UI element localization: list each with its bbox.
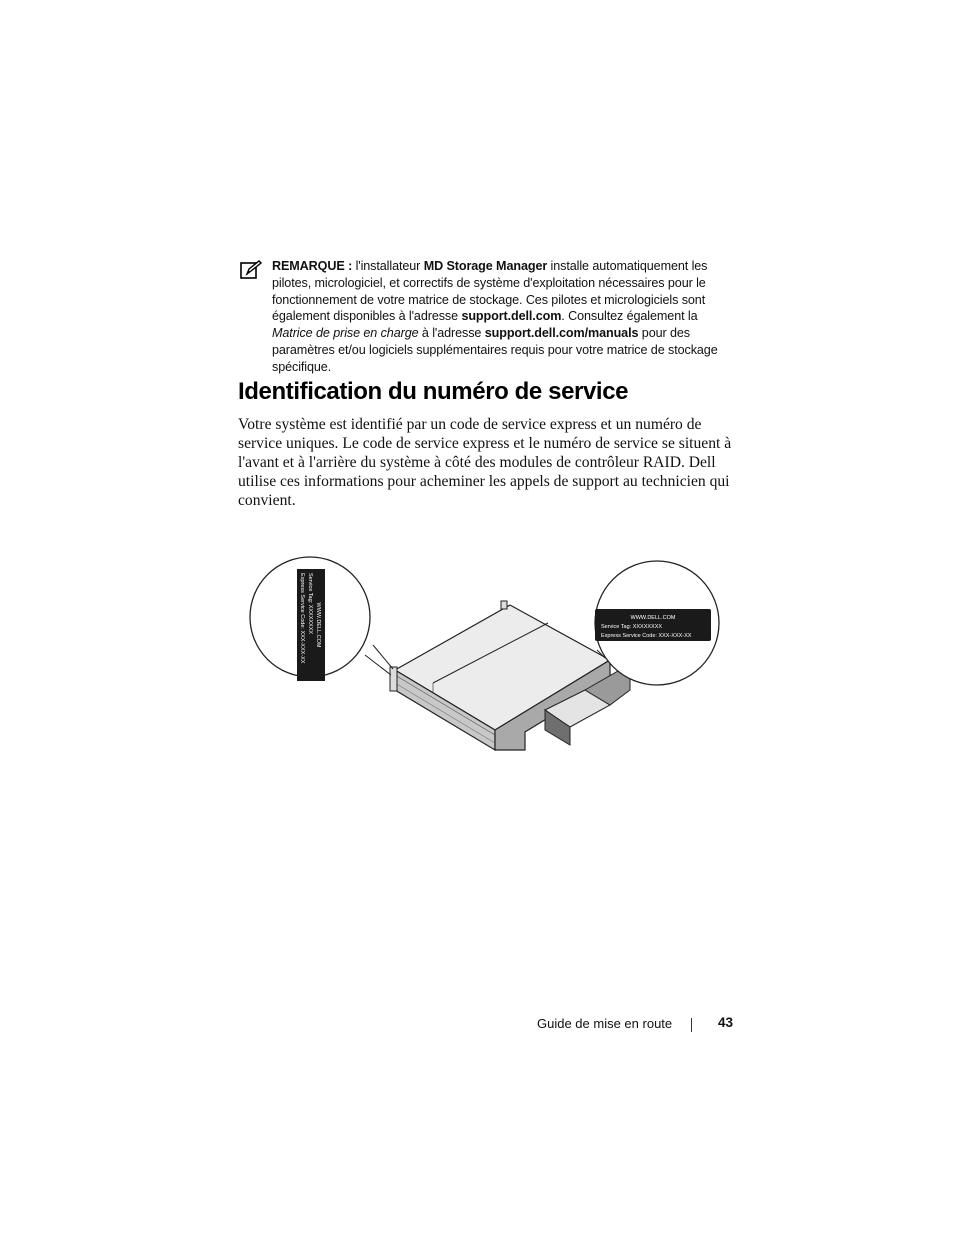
footer-separator [691,1018,692,1032]
pencil-note-icon [240,260,262,280]
section-heading: Identification du numéro de service [238,378,629,405]
front-label-line3: Express Service Code: XXX-XXX-XX [299,573,305,664]
front-service-tag-label [297,569,325,681]
md-storage-manager: MD Storage Manager [423,259,548,273]
rear-label-line3: Express Service Code: XXX-XXX-XX [601,633,692,639]
footer-guide-title: Guide de mise en route [537,1016,673,1031]
rear-label-line1: WWW.DELL.COM [630,615,676,621]
note-text: REMARQUE : l'installateur MD Storage Manager installe automatiquement les pilotes, micrologiciel, et correctifs de système d'exploitation nécessaires pour le fonctionnement de votre matrice de stockage. Ces pilotes et micrologiciels sont également disponibles à l'adresse support.dell.com. Consultez également la Matrice de prise en charge à l'adresse support.dell.com/manuals pour des paramètres et/ou logiciels supplémentaires requis pour votre matrice de stockage spécifique. [272,259,718,374]
front-label-line2: Service Tag: XXXXXXXX [307,573,313,635]
support-matrix-title: Matrice de prise en charge [272,326,419,341]
section-paragraph: Votre système est identifié par un code de service express et un numéro de service uniques. Le code de service express et le numéro de service se situent à l'avant et à l'arrière du système à côté des modules de contrôleur RAID. Dell utilise ces informations pour acheminer les appels de support au technicien qui convient. [238,416,732,509]
rear-service-tag-label [595,609,711,641]
service-tag-location-figure [245,555,725,770]
page-number: 43 [718,1015,734,1030]
front-label-line1: WWW.DELL.COM [315,602,321,648]
note-block [240,258,740,376]
manuals-link[interactable]: support.dell.com/manuals [484,326,639,341]
support-link[interactable]: support.dell.com [461,309,562,324]
note-label: REMARQUE : [272,259,353,273]
rear-label-line2: Service Tag: XXXXXXXX [601,624,663,630]
